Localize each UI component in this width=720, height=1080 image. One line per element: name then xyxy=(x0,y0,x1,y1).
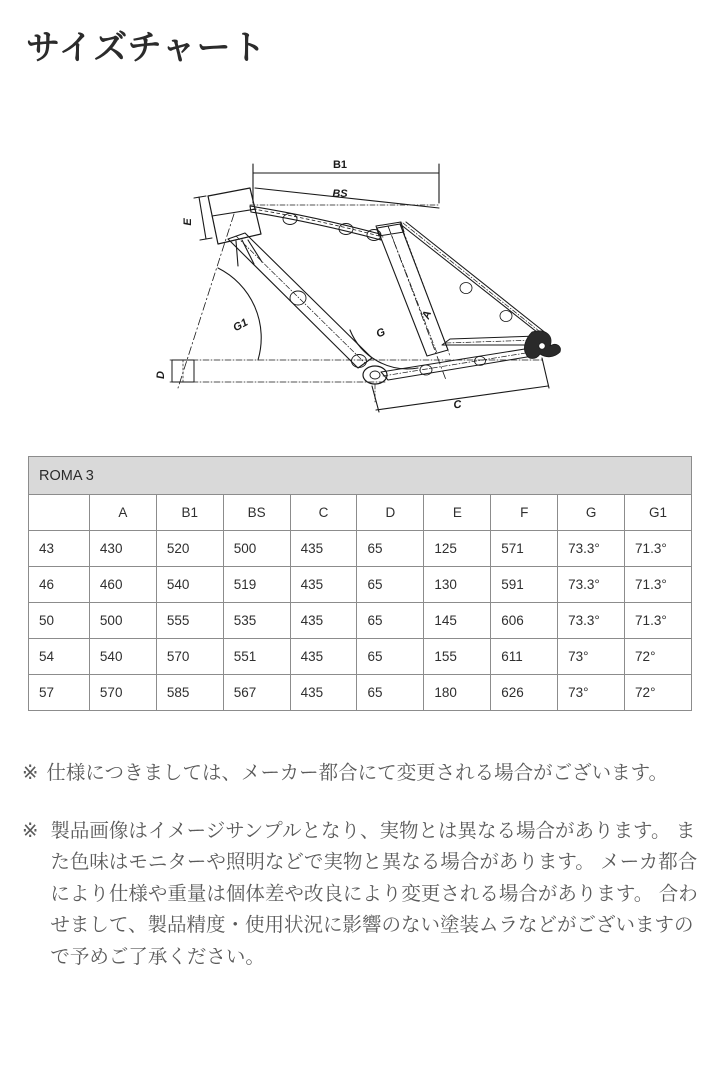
cell-value: 155 xyxy=(424,639,491,675)
column-header-e: E xyxy=(424,495,491,531)
table-header-row xyxy=(29,495,692,531)
column-header-f: F xyxy=(491,495,558,531)
cell-value: 72° xyxy=(625,639,692,675)
cell-value: 540 xyxy=(156,567,223,603)
cell-value: 551 xyxy=(223,639,290,675)
cell-value: 65 xyxy=(357,567,424,603)
cell-value: 73° xyxy=(558,639,625,675)
cell-value: 567 xyxy=(223,675,290,711)
cell-value: 540 xyxy=(89,639,156,675)
cell-size: 50 xyxy=(29,603,90,639)
cell-value: 519 xyxy=(223,567,290,603)
table-row xyxy=(29,639,692,675)
column-header-d: D xyxy=(357,495,424,531)
cell-size: 54 xyxy=(29,639,90,675)
cell-value: 71.3° xyxy=(625,567,692,603)
diagram-label-e: E xyxy=(182,218,194,226)
cell-value: 585 xyxy=(156,675,223,711)
cell-value: 65 xyxy=(357,531,424,567)
note-text: 仕様につきましては、メーカー都合にて変更される場合がございます。 xyxy=(46,762,669,784)
cell-value: 570 xyxy=(89,675,156,711)
rear-dropout xyxy=(524,331,560,359)
table-row xyxy=(29,603,692,639)
cell-value: 73.3° xyxy=(558,567,625,603)
cell-value: 435 xyxy=(290,531,357,567)
cell-value: 71.3° xyxy=(625,531,692,567)
cell-value: 430 xyxy=(89,531,156,567)
diagram-label-b1: B1 xyxy=(332,159,348,171)
cell-value: 500 xyxy=(89,603,156,639)
cell-value: 65 xyxy=(357,639,424,675)
notes-section xyxy=(22,758,698,999)
cell-value: 591 xyxy=(491,567,558,603)
cell-value: 520 xyxy=(156,531,223,567)
cell-value: 145 xyxy=(424,603,491,639)
diagram-label-d: D xyxy=(155,371,167,379)
cell-value: 571 xyxy=(491,531,558,567)
dimension-line-d xyxy=(172,360,194,382)
cell-value: 73° xyxy=(558,675,625,711)
note-mark-icon: ※ xyxy=(22,819,39,842)
diagram-label-g1: G1 xyxy=(231,316,250,335)
head-tube-axis xyxy=(178,214,234,388)
note-text: 製品画像はイメージサンプルとなり、実物とは異なる場合があります。 また色味はモニターや照明などで実物と異なる場合があります。 メーカ都合により仕様や重量は個体差や改良により変更される場合があります。 合わせまして、製品精度・使用状況に影響のない塗装ムラなどがございますので予めご了承ください。 xyxy=(50,819,698,968)
chain-stay xyxy=(381,348,533,380)
cell-value: 606 xyxy=(491,603,558,639)
top-tube xyxy=(250,206,383,241)
cell-value: 435 xyxy=(290,675,357,711)
column-header-bs: BS xyxy=(223,495,290,531)
cell-value: 435 xyxy=(290,639,357,675)
fork-crown-lines xyxy=(236,240,262,266)
cell-value: 180 xyxy=(424,675,491,711)
cell-value: 65 xyxy=(357,675,424,711)
cell-size: 57 xyxy=(29,675,90,711)
cell-value: 626 xyxy=(491,675,558,711)
cell-value: 460 xyxy=(89,567,156,603)
angle-arc-g1 xyxy=(218,268,261,360)
seat-stay xyxy=(400,222,547,345)
table-row xyxy=(29,567,692,603)
model-name: ROMA 3 xyxy=(29,457,692,495)
cell-value: 72° xyxy=(625,675,692,711)
cell-size: 43 xyxy=(29,531,90,567)
cell-value: 125 xyxy=(424,531,491,567)
cell-value: 555 xyxy=(156,603,223,639)
cell-value: 130 xyxy=(424,567,491,603)
size-chart-table xyxy=(28,456,692,711)
cell-value: 611 xyxy=(491,639,558,675)
cell-value: 73.3° xyxy=(558,531,625,567)
table-row xyxy=(29,531,692,567)
cell-value: 435 xyxy=(290,603,357,639)
column-header-size xyxy=(29,495,90,531)
column-header-b1: B1 xyxy=(156,495,223,531)
page-title: サイズチャート xyxy=(26,29,267,67)
bicycle-frame-geometry-diagram xyxy=(150,140,580,430)
column-header-g1: G1 xyxy=(625,495,692,531)
cell-value: 570 xyxy=(156,639,223,675)
cell-size: 46 xyxy=(29,567,90,603)
column-header-a: A xyxy=(89,495,156,531)
cell-value: 435 xyxy=(290,567,357,603)
table-model-row xyxy=(29,457,692,495)
note-item xyxy=(22,758,698,790)
diagram-label-c: C xyxy=(452,398,463,412)
note-mark-icon: ※ xyxy=(22,762,39,784)
cell-value: 500 xyxy=(223,531,290,567)
cell-value: 71.3° xyxy=(625,603,692,639)
size-chart-table-wrap xyxy=(28,456,692,711)
diagram-label-a: A xyxy=(420,309,435,321)
cell-value: 73.3° xyxy=(558,603,625,639)
table-row xyxy=(29,675,692,711)
cell-value: 65 xyxy=(357,603,424,639)
note-item xyxy=(22,816,698,974)
down-tube xyxy=(228,233,372,368)
diagram-label-bs: BS xyxy=(332,188,348,200)
column-header-g: G xyxy=(558,495,625,531)
column-header-c: C xyxy=(290,495,357,531)
cell-value: 535 xyxy=(223,603,290,639)
diagram-label-g: G xyxy=(374,326,388,341)
